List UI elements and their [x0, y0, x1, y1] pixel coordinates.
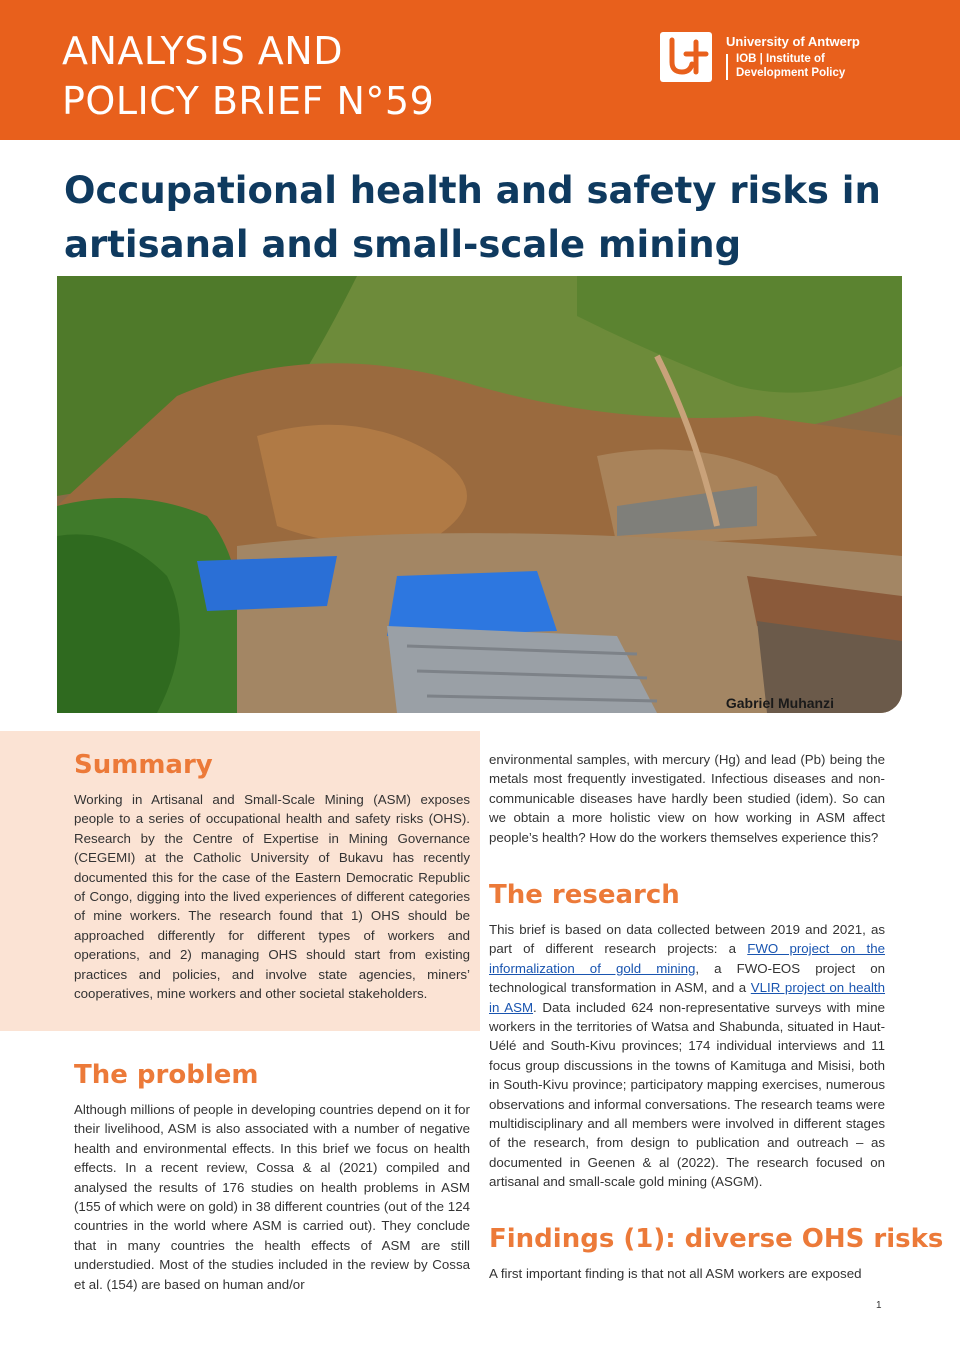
research-text-part-3: . Data included 624 non-representative surveys with mine workers in the territories of Watsa and Shabunda, situated in Haut-Uélé and South-Kivu provinces; 174 individual interviews and 11 focus group discussions in the towns of Kamituga and Misisi, both in South-Kivu province; participatory mapping exercises, numerous observations and informal conversations. The research teams were multidisciplinary and all members were involved in different stages of the research, from design to publication and outreach – as documented in Geenen & al (2022). The research focused on artisanal and small-scale gold mining (ASGM).	[489, 999, 885, 1190]
problem-text: Although millions of people in developing countries depend on it for their livelihood, ASM is also associated with a number of negative health and environmental effects. In this brief we focus on health effects. In a recent review, Cossa & al (2021) compiled and analysed the results of 176 studies on health problems in ASM (155 of which were on gold) in 38 different countries (out of the 124 countries in the world where ASM is carried out). They conclude that in many countries the health effects of ASM are still understudied. Most of the studies included in the review by Cossa et al. (154) are based on human and/or	[74, 1102, 470, 1292]
summary-heading: Summary	[74, 750, 213, 780]
research-heading: The research	[489, 880, 680, 910]
brief-title-line-1: ANALYSIS AND	[62, 29, 343, 73]
findings-heading: Findings (1): diverse OHS risks	[489, 1224, 944, 1254]
mining-site-photo	[57, 276, 902, 713]
vlir-project-link[interactable]: VLIR project on health in ASM	[489, 980, 886, 1015]
research-text-part-1: This brief is based on data collected between 2019 and 2021, as part of different research projects: a	[489, 922, 885, 957]
brief-title-line-2: POLICY BRIEF N°59	[62, 79, 435, 123]
document-title-line-2: artisanal and small-scale mining	[64, 223, 742, 266]
photo-credit: Gabriel Muhanzi	[725, 695, 834, 711]
findings-text: A first important finding is that not all ASM workers are exposed	[489, 1266, 862, 1281]
logo-institute	[736, 52, 845, 80]
continued-text: environmental samples, with mercury (Hg) and lead (Pb) being the metals most frequently investigated. Infectious diseases and non-communicable diseases have hardly been studied (idem). So can we obtain a more holistic view on how working in ASM affect people’s health? How do the workers themselves experience this?	[489, 752, 885, 845]
summary-text: Working in Artisanal and Small-Scale Mining (ASM) exposes people to a series of occupational health and safety risks (OHS). Research by the Centre of Expertise in Mining Governance (CEGEMI) at the Catholic University of Bukavu has recently documented this for the case of the Eastern Democratic Republic of Congo, digging into the lived experiences of different categories of mine workers. The research found that 1) OHS should be approached differently for different types of workers and operations, and 2) managing OHS should start from existing practices and policies, and involve state agencies, miners’ cooperatives, mine workers and other societal stakeholders.	[74, 792, 470, 1002]
logo-university-name: University of Antwerp	[726, 34, 860, 49]
page-number: 1	[876, 1300, 882, 1311]
logo-institute-line-1: IOB | Institute of	[736, 53, 825, 65]
fwo-project-link[interactable]: FWO project on the informalization of gold mining	[489, 941, 885, 976]
uantwerp-logo-icon	[660, 32, 712, 82]
research-text-part-2: , a FWO-EOS project on technological transformation in ASM, and a	[489, 960, 886, 996]
brief-series-title	[62, 26, 582, 126]
logo-divider	[726, 54, 728, 80]
document-title-line-1: Occupational health and safety risks in	[64, 169, 881, 212]
problem-heading: The problem	[74, 1060, 259, 1090]
research-text	[489, 920, 885, 1192]
document-title	[64, 164, 904, 272]
logo-institute-line-2: Development Policy	[736, 67, 846, 79]
